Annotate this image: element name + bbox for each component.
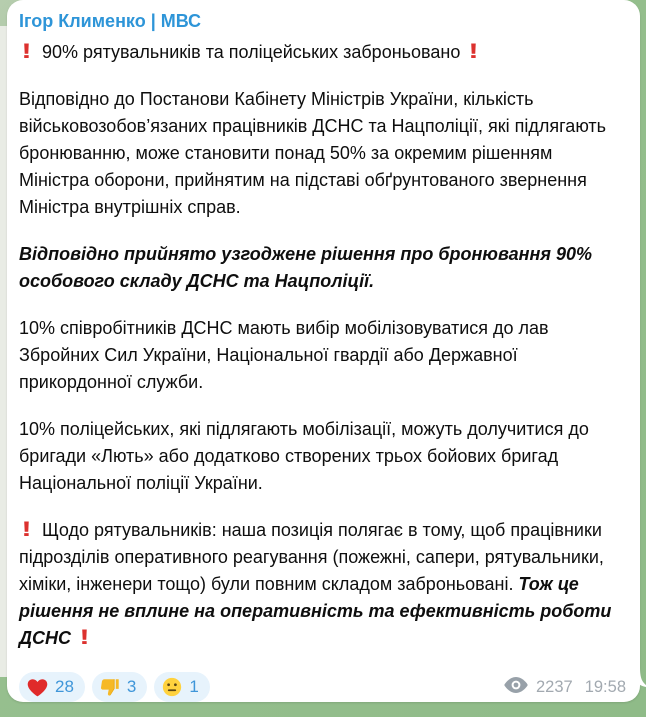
reaction-neutral-face-count: 1 [189,677,199,696]
rescuers-text-bold: Тож це рішення не вплине на оперативність та ефективність роботи ДСНС [19,574,617,648]
reaction-heart-count: 28 [55,677,74,696]
rescuers-text-normal: Щодо рятувальників: наша позиція полягає в тому, щоб працівники підрозділів оперативного реагування (пожежні, сапери, рятувальники, хіміки, інженери тощо) були повним складом заброньовані. [19,520,609,594]
chat-background-strip [0,26,7,677]
post-headline [19,39,626,66]
paragraph-dsns-options: 10% співробітників ДСНС мають вибір мобілізовуватися до лав Збройних Сил України, Національної гвардії або Державної прикордонної служби. [19,318,554,392]
exclamation-icon: ! [21,40,32,63]
paragraph-decision: Відповідно прийнято узгоджене рішення про бронювання 90% особового складу ДСНС та Нацполіції. [19,244,597,291]
timestamp: 19:58 [584,677,626,696]
bubble-tail [634,667,646,687]
thumbs-down-icon [99,676,121,698]
channel-title[interactable]: Ігор Клименко | МВС [19,11,202,31]
reactions-bar [19,672,210,702]
reaction-thumbs-down-count: 3 [126,677,137,696]
exclamation-icon: ! [21,518,32,541]
headline-text: 90% рятувальників та поліцейських заброньовано [42,42,461,62]
message-meta [504,676,626,699]
reaction-neutral-face-button[interactable] [154,672,209,702]
heart-icon [26,676,49,699]
exclamation-icon: ! [468,40,480,63]
exclamation-icon: ! [79,626,90,649]
views-count: 2237 [535,677,573,696]
paragraph-rescuers [19,517,626,652]
message-bubble [7,0,640,702]
paragraph-police-options: 10% поліцейських, які підлягають мобілізації, можуть долучитися до бригади «Лють» або додатково створених трьох бойових бригад Національної поліції України. [19,419,594,493]
reaction-thumbs-down-button[interactable] [92,672,147,702]
paragraph-law: Відповідно до Постанови Кабінету Міністрів України, кількість військовозобов’язаних працівників ДСНС та Нацполіції, які підлягають бронюванню, може становити понад 50% за окремим рішенням Міністра оборони, прийнятим на підставі обґрунтованого звернення Міністра внутрішніх справ. [19,89,617,217]
neutral-face-icon [161,676,183,698]
eye-icon [504,676,528,699]
message-footer [19,672,626,702]
reaction-heart-button[interactable] [19,672,85,702]
